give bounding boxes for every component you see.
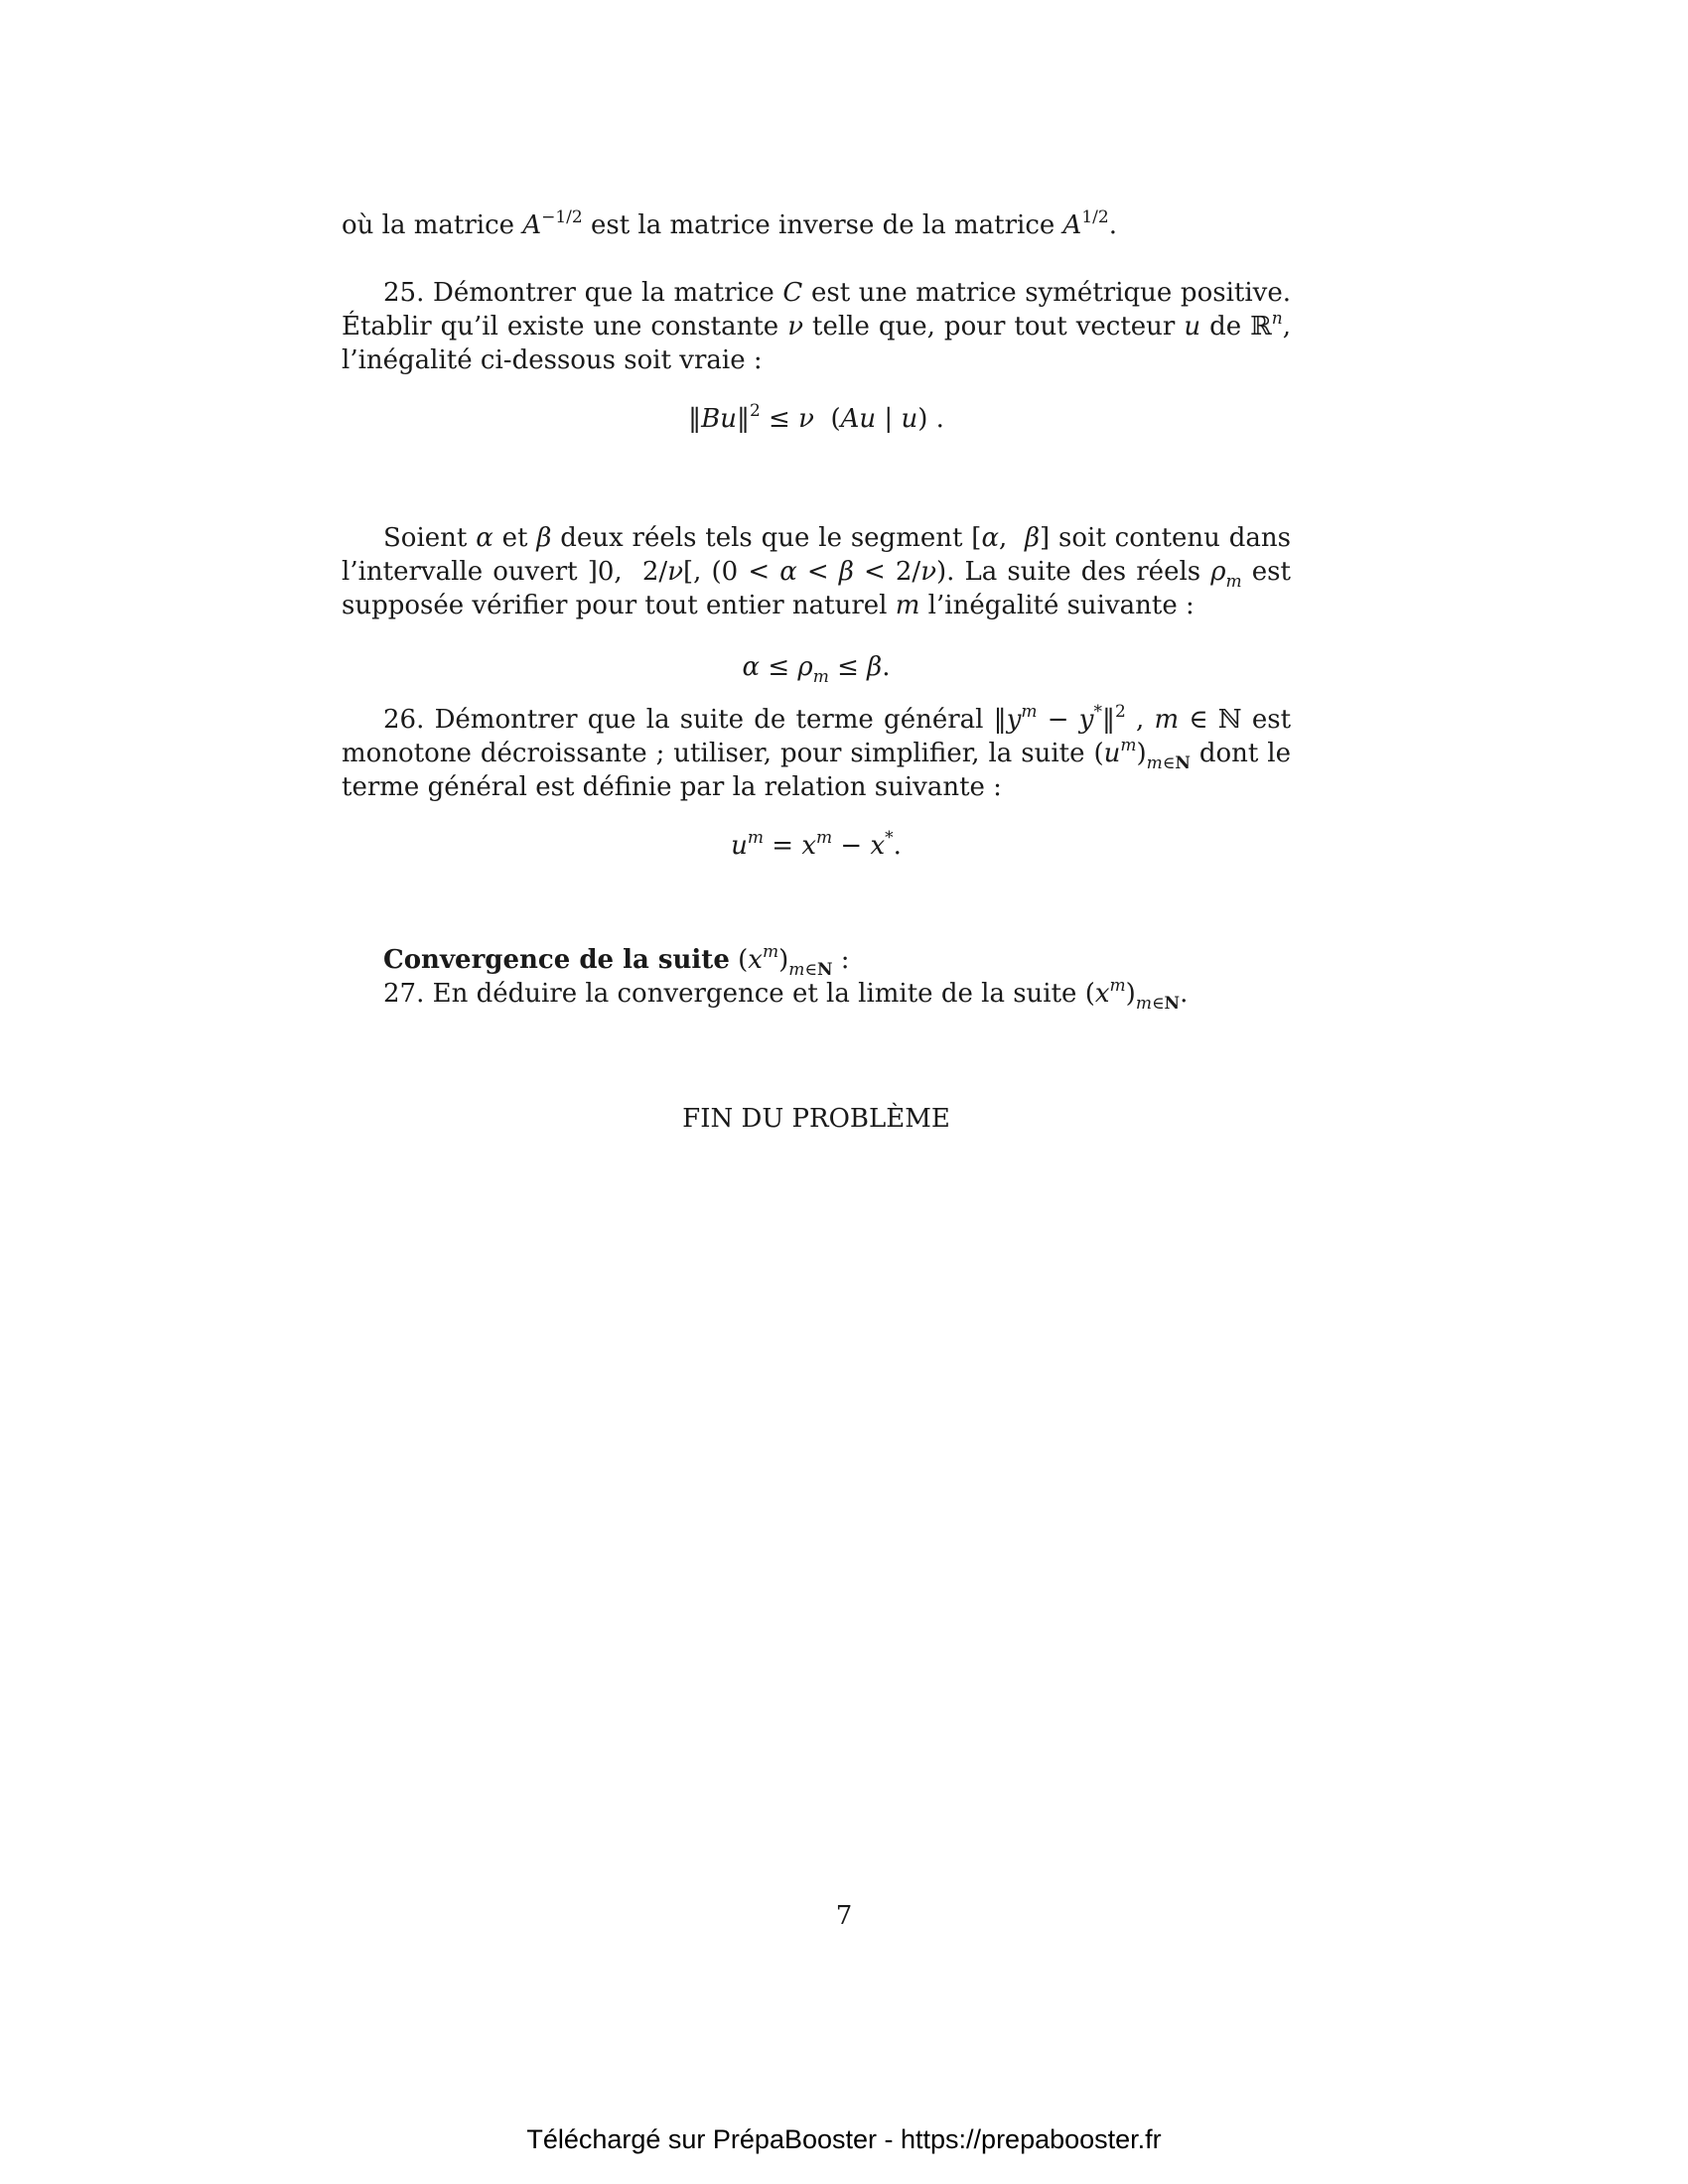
soient-paragraph: Soient α et β deux réels tels que le segment [α, β] soit contenu dans l’intervalle ouvert ]0, 2/ν[, (0 < α < β < 2/ν). La suite des réels $\rho_m$ est supposée vérifier pour tout entier naturel m l’inégalité suivante : — [342, 523, 1292, 620]
question-27: 27. En déduire la convergence et la limite de la suite $(x^m)_{m\in N}$. — [383, 976, 1189, 1014]
formula-26: $u^m = x^m - x^*$. — [731, 828, 902, 861]
page-number: 7 — [835, 1901, 853, 1931]
formula-25: ‖Bu‖$^2$ ≤ ν (Au | u) . — [688, 401, 944, 434]
question-26: 26. Démontrer que la suite de terme général $‖y^m$ − y*‖$^2$ , m ∈ ℕ est monotone décroissante ; utiliser, pour simplifier, la suite $(u^m)_{m\in N}$ dont le terme général est définie par la relation suivante : — [342, 702, 1292, 802]
question-25: 25. Démontrer que la matrice C est une matrice symétrique positive. Établir qu’il existe une constante ν telle que, pour tout vecteur u de ℝ$^n$, l’inégalité ci-dessous soit vraie : — [342, 278, 1291, 375]
convergence-heading: Convergence de la suite $(x^m)_{m\in N}$ : — [383, 942, 850, 980]
rho-inequality: $\alpha \le \rho_m \le \beta$. — [742, 652, 891, 687]
download-footer: Téléchargé sur PrépaBooster - https://prepabooster.fr — [526, 2124, 1162, 2154]
inverse-matrix-line: où la matrice $A^{-1/2}$ est la matrice inverse de la matrice $A^{1/2}$. — [342, 207, 1117, 240]
end-of-problem: FIN DU PROBLÈME — [682, 1104, 950, 1134]
